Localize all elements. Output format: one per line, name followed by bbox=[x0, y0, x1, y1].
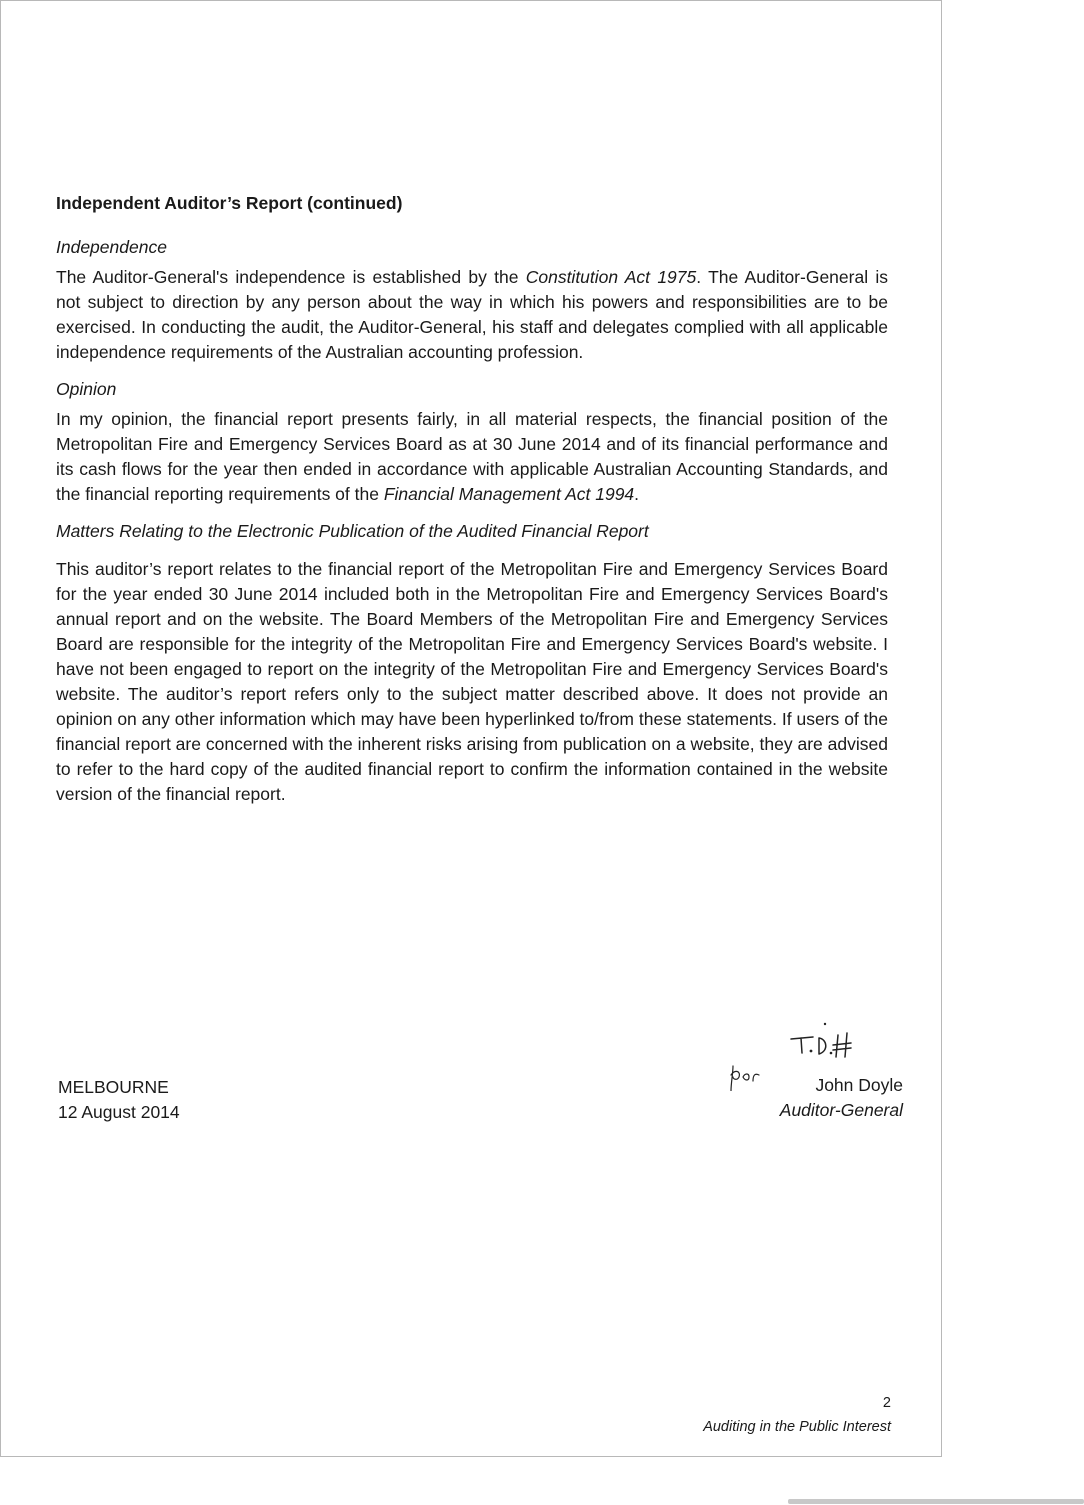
independence-text-after: . The Auditor-General is not subject to direction by any person about the way in which his powers and responsibilities are to be exercised. In conducting the audit, the Auditor-General, his staff and delegates complied with all applicable independence requirements of the Australian accounting profession. bbox=[56, 267, 889, 362]
report-date: 12 August 2014 bbox=[58, 1102, 180, 1122]
report-body bbox=[56, 191, 888, 819]
opinion-text-after: . bbox=[634, 484, 640, 504]
footer-motto: Auditing in the Public Interest bbox=[703, 1419, 891, 1435]
independence-paragraph bbox=[56, 265, 888, 365]
opinion-text-before: In my opinion, the financial report presents fairly, in all material respects, the financial position of the Metropolitan Fire and Emergency Services Board as at 30 June 2014 and of its financial performance and its cash flows for the year then ended in accordance with applicable Australian Accounting Standards, and the financial reporting requirements of the bbox=[56, 409, 888, 504]
matters-heading: Matters Relating to the Electronic Publication of the Audited Financial Report bbox=[56, 521, 649, 541]
signer-name: John Doyle bbox=[815, 1075, 903, 1095]
opinion-heading: Opinion bbox=[56, 379, 117, 399]
independence-heading: Independence bbox=[56, 237, 167, 257]
signer-role: Auditor-General bbox=[779, 1100, 903, 1120]
opinion-paragraph bbox=[56, 407, 888, 507]
page-footer bbox=[703, 1391, 891, 1439]
matters-paragraph: This auditor’s report relates to the financial report of the Metropolitan Fire and Emergency Services Board for the year ended 30 June 2014 included both in the Metropolitan Fire and Emergency Services Board's annual report and on the website. The Board Members of the Metropolitan Fire and Emergency Services Board are responsible for the integrity of the Metropolitan Fire and Emergency Services Board's website. I have not been engaged to report on the integrity of the Metropolitan Fire and Emergency Services Board's website. The auditor’s report refers only to the subject matter described above. It does not provide an opinion on any other information which may have been hyperlinked to/from these statements. If users of the financial report are concerned with the inherent risks arising from publication on a website, they are advised to refer to the hard copy of the audited financial report to confirm the information contained in the website version of the financial report. bbox=[56, 559, 888, 804]
opinion-act-name: Financial Management Act 1994 bbox=[383, 484, 635, 504]
horizontal-scrollbar[interactable] bbox=[788, 1499, 1084, 1504]
page-number: 2 bbox=[882, 1395, 891, 1411]
signature-block bbox=[721, 1011, 903, 1126]
independence-text-before: The Auditor-General's independence is established by the bbox=[56, 267, 526, 287]
place-and-date bbox=[58, 1075, 180, 1125]
report-title: Independent Auditor’s Report (continued) bbox=[56, 193, 403, 213]
city-label: MELBOURNE bbox=[58, 1077, 169, 1097]
signer-details bbox=[780, 1073, 903, 1123]
independence-act-name: Constitution Act 1975 bbox=[525, 267, 697, 287]
